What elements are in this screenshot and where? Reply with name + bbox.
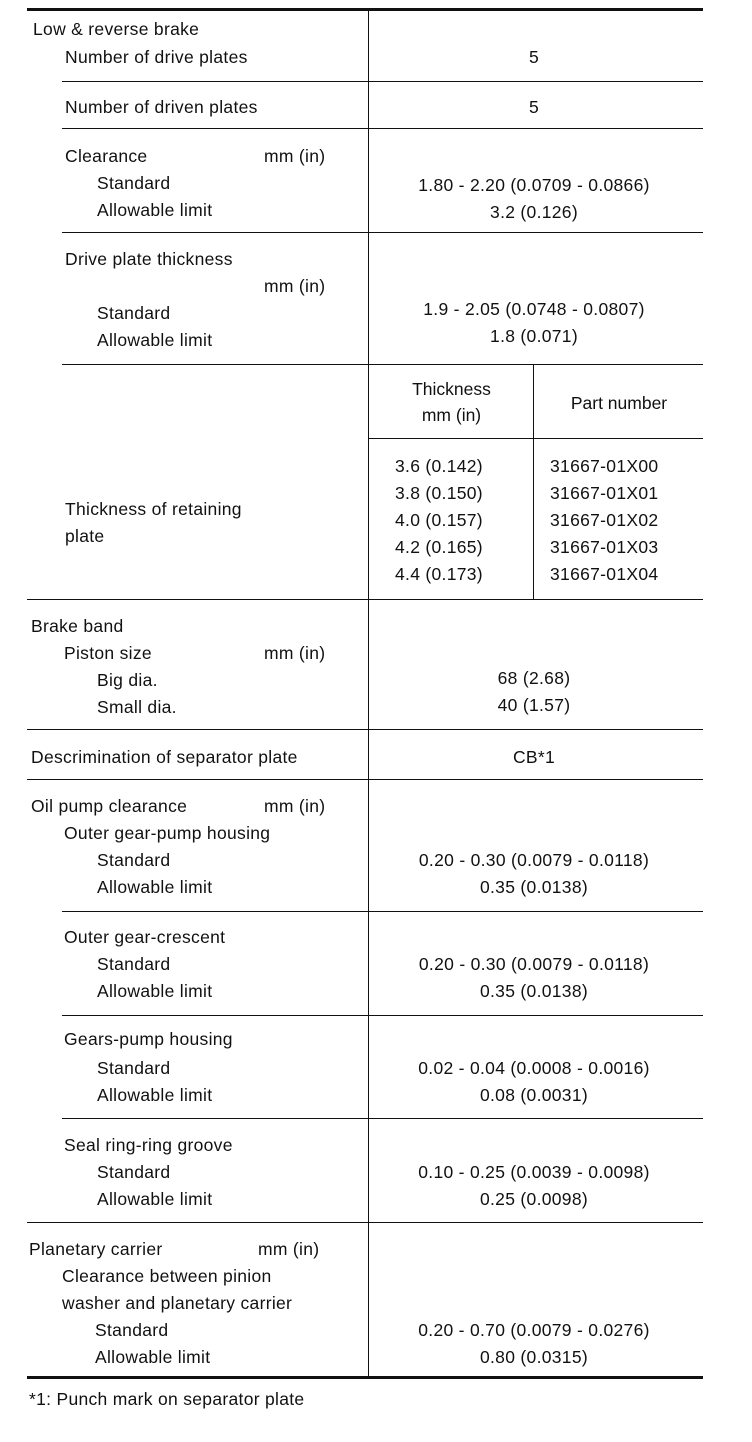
thickness-cell: 4.4 (0.173): [395, 564, 483, 584]
standard-label: Standard: [97, 1162, 171, 1182]
standard-label: Standard: [97, 173, 171, 193]
standard-value: 0.20 - 0.70 (0.0079 - 0.0276): [418, 1320, 650, 1340]
sub-header-divider: [368, 438, 703, 439]
row-divider: [62, 1015, 703, 1016]
standard-label: Standard: [95, 1320, 169, 1340]
row-label: Clearance: [65, 146, 148, 166]
small-dia-label: Small dia.: [97, 697, 177, 717]
row-value: 5: [528, 47, 540, 67]
thickness-header-line2: mm (in): [421, 405, 482, 425]
column-divider: [368, 9, 369, 1377]
limit-value: 0.80 (0.0315): [479, 1347, 588, 1367]
standard-value: 0.02 - 0.04 (0.0008 - 0.0016): [418, 1058, 650, 1078]
unit-label: mm (in): [264, 643, 326, 663]
part-number-cell: 31667-01X03: [550, 537, 659, 557]
table-bottom-border: [27, 1376, 703, 1379]
limit-value: 0.25 (0.0098): [479, 1189, 588, 1209]
row-divider: [62, 364, 703, 365]
standard-label: Standard: [97, 954, 171, 974]
separator-label: Descrimination of separator plate: [31, 747, 298, 767]
unit-label: mm (in): [264, 796, 326, 816]
standard-value: 0.20 - 0.30 (0.0079 - 0.0118): [418, 850, 650, 870]
limit-label: Allowable limit: [97, 330, 213, 350]
row-divider: [62, 232, 703, 233]
limit-label: Allowable limit: [97, 1189, 213, 1209]
section-heading: Brake band: [31, 616, 124, 636]
section-divider: [27, 599, 703, 600]
row-label: Seal ring-ring groove: [64, 1135, 233, 1155]
section-heading: Low & reverse brake: [33, 19, 200, 39]
retaining-label-line1: Thickness of retaining: [65, 499, 242, 519]
thickness-cell: 4.0 (0.157): [395, 510, 483, 530]
row-label: Outer gear-crescent: [64, 927, 226, 947]
limit-label: Allowable limit: [97, 1085, 213, 1105]
row-value: 5: [528, 97, 540, 117]
row-label: Number of drive plates: [65, 47, 248, 67]
limit-value: 0.35 (0.0138): [479, 877, 588, 897]
big-dia-label: Big dia.: [97, 670, 158, 690]
footnote: *1: Punch mark on separator plate: [29, 1389, 305, 1409]
limit-value: 0.08 (0.0031): [479, 1085, 588, 1105]
retaining-label-line2: plate: [65, 526, 105, 546]
standard-value: 1.80 - 2.20 (0.0709 - 0.0866): [418, 175, 650, 195]
section-heading: Planetary carrier: [29, 1239, 163, 1259]
limit-value: 1.8 (0.071): [490, 326, 578, 346]
unit-label: mm (in): [264, 146, 326, 166]
standard-label: Standard: [97, 850, 171, 870]
limit-label: Allowable limit: [97, 877, 213, 897]
section-divider: [27, 779, 703, 780]
row-label: Piston size: [64, 643, 152, 663]
unit-label: mm (in): [264, 276, 326, 296]
row-divider: [62, 911, 703, 912]
row-label: Drive plate thickness: [65, 249, 233, 269]
retaining-plate-label: [65, 496, 242, 550]
row-divider: [62, 128, 703, 129]
standard-value: 0.10 - 0.25 (0.0039 - 0.0098): [418, 1162, 650, 1182]
limit-label: Allowable limit: [97, 981, 213, 1001]
thickness-header-line1: Thickness: [412, 379, 491, 399]
thickness-cell: 4.2 (0.165): [395, 537, 483, 557]
part-number-cell: 31667-01X04: [550, 564, 659, 584]
limit-label: Allowable limit: [97, 200, 213, 220]
separator-value: CB*1: [512, 747, 556, 767]
row-label: Number of driven plates: [65, 97, 258, 117]
big-dia-value: 68 (2.68): [497, 668, 571, 688]
sub-column-divider: [533, 365, 534, 600]
section-heading: Oil pump clearance: [31, 796, 188, 816]
row-divider: [62, 81, 703, 82]
part-number-cell: 31667-01X02: [550, 510, 659, 530]
row-label: Gears-pump housing: [64, 1029, 233, 1049]
standard-value: 0.20 - 0.30 (0.0079 - 0.0118): [418, 954, 650, 974]
part-number-cell: 31667-01X01: [550, 483, 659, 503]
row-label-line1: Clearance between pinion: [62, 1266, 272, 1286]
section-divider: [27, 1222, 703, 1223]
part-number-column-header: Part number: [570, 393, 668, 413]
table-top-border: [27, 8, 703, 11]
thickness-column-header: [370, 376, 533, 428]
part-number-cell: 31667-01X00: [550, 456, 659, 476]
row-divider: [62, 1118, 703, 1119]
section-divider: [27, 729, 703, 730]
standard-label: Standard: [97, 1058, 171, 1078]
unit-label: mm (in): [258, 1239, 320, 1259]
limit-value: 0.35 (0.0138): [479, 981, 588, 1001]
standard-label: Standard: [97, 303, 171, 323]
standard-value: 1.9 - 2.05 (0.0748 - 0.0807): [423, 299, 645, 319]
thickness-cell: 3.6 (0.142): [395, 456, 483, 476]
row-label-line2: washer and planetary carrier: [62, 1293, 293, 1313]
limit-label: Allowable limit: [95, 1347, 211, 1367]
thickness-cell: 3.8 (0.150): [395, 483, 483, 503]
row-label: Outer gear-pump housing: [64, 823, 271, 843]
limit-value: 3.2 (0.126): [490, 202, 578, 222]
small-dia-value: 40 (1.57): [497, 695, 571, 715]
